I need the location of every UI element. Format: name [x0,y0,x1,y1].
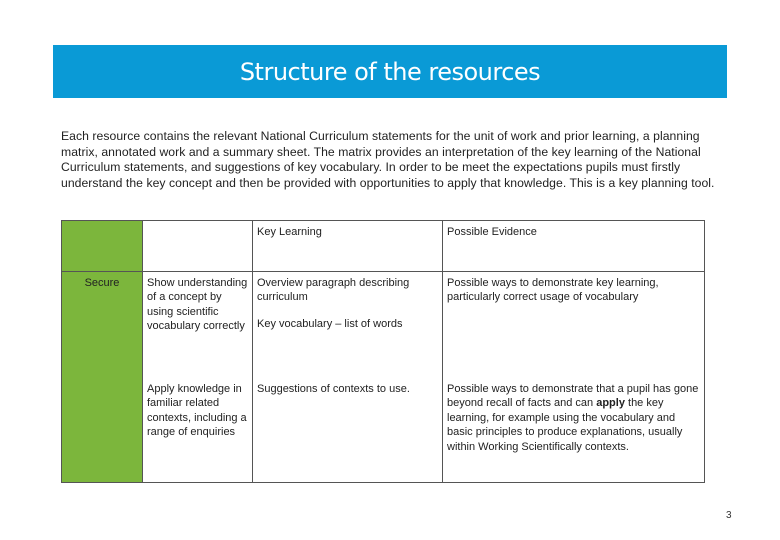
table-row [62,376,705,483]
evidence-cell: Possible ways to demonstrate key learning, particularly correct usage of vocabulary [443,272,705,377]
band-color-cell [62,221,143,272]
context-cell: Show understanding of a concept by using scientific vocabulary correctly [143,272,253,377]
evidence-cell [443,376,705,483]
evidence-bold-word: apply [596,397,625,410]
band-label: Secure [84,277,120,289]
header-possible-evidence: Possible Evidence [443,221,705,272]
key-vocabulary-text: Key vocabulary – list of words [257,317,403,330]
context-cell: Apply knowledge in familiar related contexts, including a range of enquiries [143,376,253,483]
page-number: 3 [726,510,732,521]
header-key-learning: Key Learning [253,221,443,272]
band-label-cell [62,272,143,483]
header-empty-cell [143,221,253,272]
key-learning-text: Overview paragraph describing curriculum [257,277,410,304]
planning-matrix-table [61,220,705,483]
key-learning-cell: Suggestions of contexts to use. [253,376,443,483]
table-row [62,272,705,377]
evidence-text-start: Possible ways to demonstrate that a pupil has gone beyond recall of facts and can [447,383,699,410]
slide-title: Structure of the resources [239,57,541,86]
title-banner [53,45,727,98]
table-header-row [62,221,705,272]
key-learning-cell [253,272,443,377]
intro-paragraph: Each resource contains the relevant National Curriculum statements for the unit of work and prior learning, a planning matrix, annotated work and a summary sheet. The matrix provides an interpretation of the key learning of the National Curriculum statements, and suggestions of key vocabulary. In order to be meet the expectations pupils must firstly understand the key concept and then be provided with opportunities to apply that knowledge. This is a key planning tool. [61,129,715,190]
evidence-text-end: the key learning, for example using the vocabulary and basic principles to produce explanations, usually within Working Scientifically contexts. [447,397,683,453]
